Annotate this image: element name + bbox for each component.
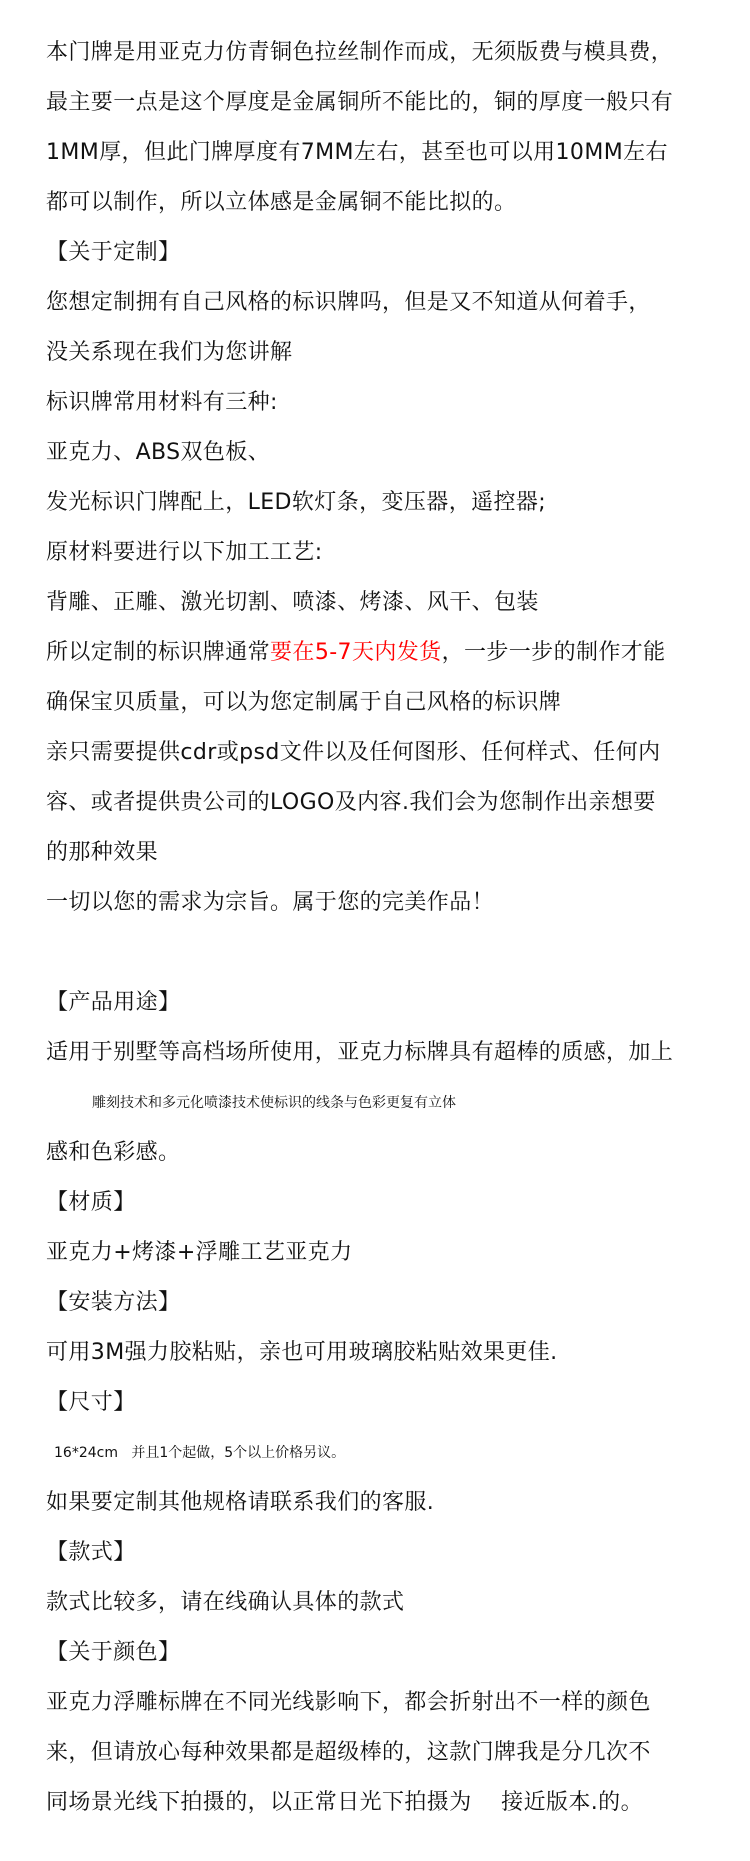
style-line-1: 款式比较多，请在线确认具体的款式	[46, 1590, 405, 1615]
color-line-3: 同场景光线下拍摄的，以正常日光下拍摄为 接近版本.的。	[46, 1790, 643, 1815]
color-line-2: 来，但请放心每种效果都是超级棒的，这款门牌我是分几次不	[46, 1740, 651, 1765]
usage-line-2: 雕刻技术和多元化喷漆技术使标识的线条与色彩更复有立体	[92, 1095, 456, 1111]
custom-line-3: 标识牌常用材料有三种:	[46, 390, 278, 415]
custom-line-8	[46, 638, 736, 668]
section-heading-install: 【安装方法】	[46, 1290, 181, 1315]
custom-line-8-start: 所以定制的标识牌通常	[46, 640, 271, 665]
install-line-1: 可用3M强力胶粘贴，亲也可用玻璃胶粘贴效果更佳.	[46, 1340, 558, 1365]
custom-line-1: 您想定制拥有自己风格的标识牌吗，但是又不知道从何着手，	[46, 290, 651, 315]
custom-line-4: 亚克力、ABS双色板、	[46, 440, 271, 465]
section-heading-material: 【材质】	[46, 1190, 136, 1215]
custom-line-13: 一切以您的需求为宗旨。属于您的完美作品！	[46, 890, 495, 915]
custom-line-12: 的那种效果	[46, 840, 159, 865]
material-line-1: 亚克力+烤漆+浮雕工艺亚克力	[46, 1240, 353, 1265]
section-heading-color: 【关于颜色】	[46, 1640, 181, 1665]
size-line-1: 16*24cm 并且1个起做，5个以上价格另议。	[54, 1445, 346, 1461]
usage-line-1: 适用于别墅等高档场所使用，亚克力标牌具有超棒的质感，加上	[46, 1040, 674, 1065]
intro-line-4: 都可以制作，所以立体感是金属铜不能比拟的。	[46, 190, 517, 215]
custom-line-9: 确保宝贝质量，可以为您定制属于自己风格的标识牌	[46, 690, 562, 715]
shipping-time-highlight: 要在5-7天内发货	[270, 640, 442, 665]
section-heading-usage: 【产品用途】	[46, 990, 181, 1015]
section-heading-style: 【款式】	[46, 1540, 136, 1565]
intro-line-3: 1MM厚，但此门牌厚度有7MM左右，甚至也可以用10MM左右	[46, 140, 668, 165]
custom-line-11: 容、或者提供贵公司的LOGO及内容.我们会为您制作出亲想要	[46, 790, 656, 815]
custom-line-10: 亲只需要提供cdr或psd文件以及任何图形、任何样式、任何内	[46, 740, 661, 765]
custom-line-2: 没关系现在我们为您讲解	[46, 340, 293, 365]
custom-line-7: 背雕、正雕、激光切割、喷漆、烤漆、风干、包装	[46, 590, 539, 615]
custom-line-6: 原材料要进行以下加工工艺:	[46, 540, 323, 565]
intro-line-2: 最主要一点是这个厚度是金属铜所不能比的，铜的厚度一般只有	[46, 90, 674, 115]
color-line-1: 亚克力浮雕标牌在不同光线影响下，都会折射出不一样的颜色	[46, 1690, 651, 1715]
section-heading-custom: 【关于定制】	[46, 240, 181, 265]
custom-line-5: 发光标识门牌配上，LED软灯条，变压器，遥控器;	[46, 490, 547, 515]
intro-line-1: 本门牌是用亚克力仿青铜色拉丝制作而成，无须版费与模具费，	[46, 40, 674, 65]
section-heading-size: 【尺寸】	[46, 1390, 136, 1415]
custom-line-8-end: ，一步一步的制作才能	[441, 640, 666, 665]
size-line-2: 如果要定制其他规格请联系我们的客服.	[46, 1490, 435, 1515]
usage-line-3: 感和色彩感。	[46, 1140, 181, 1165]
